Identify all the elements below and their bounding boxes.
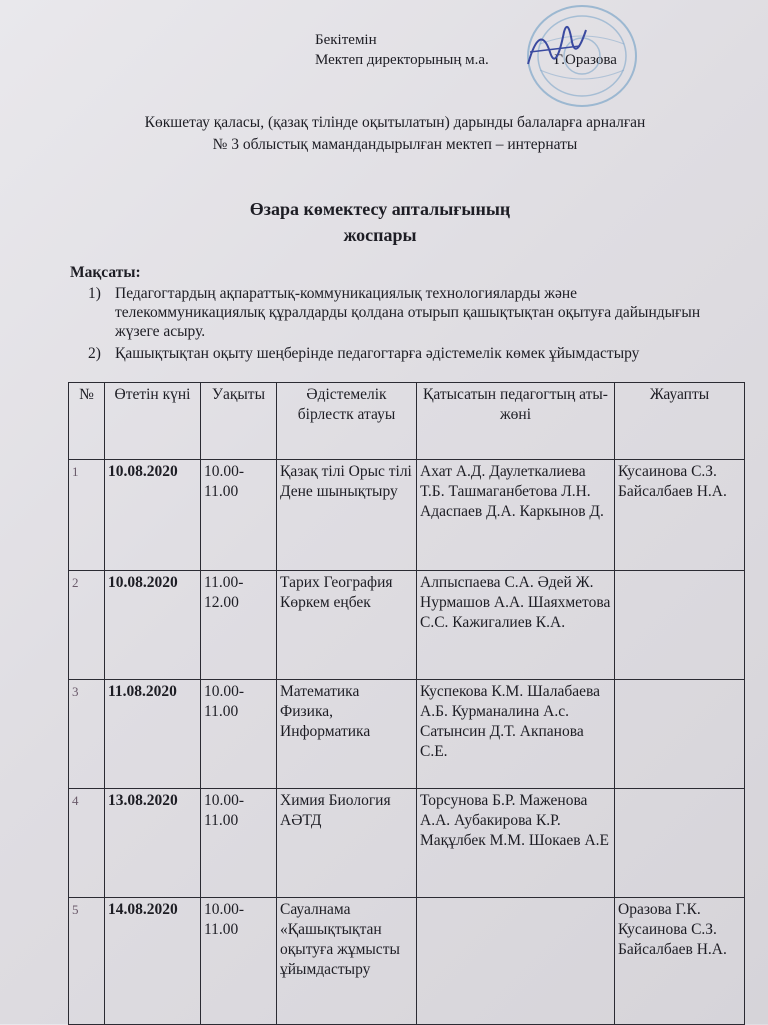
cell-time: 10.00-11.00 bbox=[201, 680, 277, 789]
cell-date: 10.08.2020 bbox=[105, 460, 201, 571]
table-header-row bbox=[69, 383, 745, 460]
title-line1: Өзара көмектесу апталығының bbox=[249, 199, 511, 219]
cell-teachers: Торсунова Б.Р. Маженова А.А. Аубакирова К.Р. Мақұлбек М.М. Шокаев А.Е bbox=[417, 789, 615, 898]
cell-time: 10.00-11.00 bbox=[201, 898, 277, 1025]
goals-heading: Мақсаты: bbox=[70, 264, 141, 281]
cell-number: 1 bbox=[69, 460, 105, 571]
cell-date: 13.08.2020 bbox=[105, 789, 201, 898]
approval-signature-name: Г.Оразова bbox=[554, 52, 617, 68]
cell-responsible bbox=[615, 571, 745, 680]
cell-teachers: Алпыспаева С.А. Әдей Ж. Нурмашов А.А. Шаяхметова С.С. Кажигалиев К.А. bbox=[417, 571, 615, 680]
table-row bbox=[69, 898, 745, 1025]
signature-icon bbox=[520, 12, 590, 82]
goal-text: Педагогтардың ақпараттық-коммуникациялық технологияларды және телекоммуникациялық құралдарды қолдана отырып қашықтықтан оқытуға дайындығын жүзеге асыру. bbox=[115, 285, 701, 340]
table-row bbox=[69, 571, 745, 680]
cell-responsible: Оразова Г.К. Кусаинова С.З. Байсалбаев Н.А. bbox=[615, 898, 745, 1025]
cell-number: 4 bbox=[69, 789, 105, 898]
cell-subject: Сауалнама «Қашықтықтан оқытуға жұмысты ұйымдастыру bbox=[277, 898, 417, 1025]
cell-responsible bbox=[615, 680, 745, 789]
document-title bbox=[160, 196, 600, 248]
cell-responsible bbox=[615, 789, 745, 898]
school-line1: Көкшетау қаласы, (қазақ тілінде оқытылатын) дарынды балаларға арналған bbox=[144, 114, 646, 131]
cell-subject: Тарих География Көркем еңбек bbox=[277, 571, 417, 680]
goal-item bbox=[88, 284, 728, 341]
schedule-table bbox=[68, 382, 745, 1025]
header-teachers: Қатысатын педагогтың аты-жөні bbox=[417, 383, 615, 460]
header-number: № bbox=[69, 383, 105, 460]
cell-responsible: Кусаинова С.З. Байсалбаев Н.А. bbox=[615, 460, 745, 571]
approval-line1: Бекітемін bbox=[315, 32, 377, 48]
goal-item bbox=[88, 344, 728, 363]
header-time: Уақыты bbox=[201, 383, 277, 460]
cell-subject: Математика Физика, Информатика bbox=[277, 680, 417, 789]
table-row bbox=[69, 460, 745, 571]
approval-position: Мектеп директорының м.а. bbox=[315, 52, 489, 68]
header-date: Өтетін күні bbox=[105, 383, 201, 460]
header-subject: Әдістемелік бірлестк атауы bbox=[277, 383, 417, 460]
cell-date: 14.08.2020 bbox=[105, 898, 201, 1025]
cell-subject: Қазақ тілі Орыс тілі Дене шынықтыру bbox=[277, 460, 417, 571]
cell-number: 5 bbox=[69, 898, 105, 1025]
cell-date: 10.08.2020 bbox=[105, 571, 201, 680]
header-responsible: Жауапты bbox=[615, 383, 745, 460]
cell-time: 10.00-11.00 bbox=[201, 789, 277, 898]
goal-number: 2) bbox=[88, 345, 101, 362]
cell-teachers: Ахат А.Д. Даулеткалиева Т.Б. Ташмаганбетова Л.Н. Адаспаев Д.А. Каркынов Д. bbox=[417, 460, 615, 571]
cell-number: 2 bbox=[69, 571, 105, 680]
table-row bbox=[69, 680, 745, 789]
school-line2: № 3 облыстық мамандандырылған мектеп – интернаты bbox=[212, 136, 578, 153]
title-line2: жоспары bbox=[343, 225, 417, 245]
cell-number: 3 bbox=[69, 680, 105, 789]
goals-list bbox=[88, 284, 728, 366]
cell-time: 10.00-11.00 bbox=[201, 460, 277, 571]
school-name bbox=[70, 112, 720, 156]
cell-teachers bbox=[417, 898, 615, 1025]
cell-teachers: Куспекова К.М. Шалабаева А.Б. Курманалина А.с. Сатынсин Д.Т. Акпанова С.Е. bbox=[417, 680, 615, 789]
goal-number: 1) bbox=[88, 285, 101, 302]
goal-text: Қашықтықтан оқыту шеңберінде педагогтарға әдістемелік көмек ұйымдастыру bbox=[115, 345, 640, 362]
cell-time: 11.00-12.00 bbox=[201, 571, 277, 680]
table-row bbox=[69, 789, 745, 898]
cell-subject: Химия Биология АӘТД bbox=[277, 789, 417, 898]
cell-date: 11.08.2020 bbox=[105, 680, 201, 789]
